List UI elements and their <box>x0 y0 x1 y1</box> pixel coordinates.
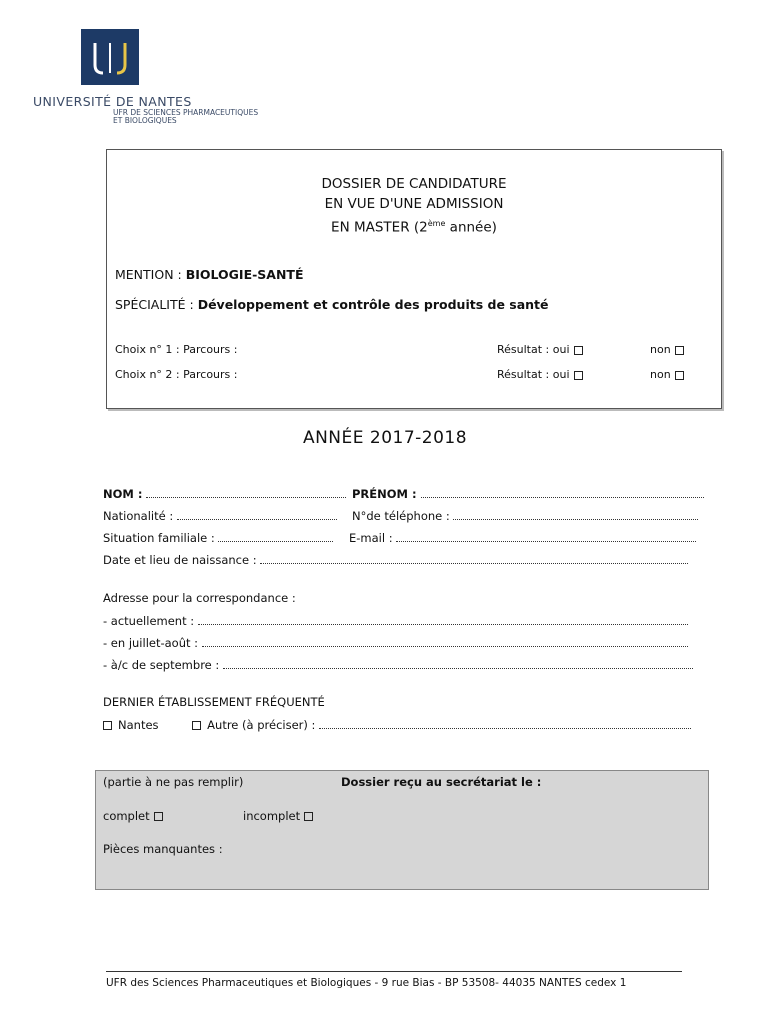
secretariat-recu: Dossier reçu au secrétariat le : <box>341 775 542 789</box>
academic-year: ANNÉE 2017-2018 <box>302 428 468 448</box>
choix-2-non <box>650 368 684 381</box>
incomplet-label: incomplet <box>243 809 301 823</box>
choix-1-oui-checkbox[interactable] <box>574 346 583 355</box>
actuellement-label: - actuellement : <box>103 614 198 628</box>
septembre-label: - à/c de septembre : <box>103 658 223 672</box>
etablissement-options <box>103 717 691 732</box>
choix-1-non <box>650 343 684 356</box>
application-header-box <box>106 149 722 409</box>
telephone-label: N°de téléphone : <box>352 509 454 523</box>
prenom-field[interactable] <box>352 486 704 501</box>
mention-label: MENTION : <box>115 267 186 282</box>
juillet-field[interactable] <box>103 635 688 650</box>
prenom-dots[interactable] <box>421 486 704 498</box>
autre-dots[interactable] <box>319 717 691 729</box>
secretariat-box <box>95 770 709 890</box>
etablissement-title: DERNIER ÉTABLISSEMENT FRÉQUENTÉ <box>103 695 325 709</box>
footer-divider <box>106 971 682 972</box>
title-line-3-post: année) <box>445 219 497 236</box>
autre-checkbox[interactable] <box>192 721 201 730</box>
actuellement-field[interactable] <box>103 613 688 628</box>
non-label: non <box>650 368 671 381</box>
choix-2-oui-checkbox[interactable] <box>574 371 583 380</box>
prenom-label: PRÉNOM : <box>352 487 421 501</box>
title-line-3-sup: ème <box>427 219 446 228</box>
nationalite-dots[interactable] <box>177 508 337 520</box>
complet-option <box>103 809 163 823</box>
situation-dots[interactable] <box>218 530 333 542</box>
incomplet-option <box>243 809 313 823</box>
nom-dots[interactable] <box>146 486 346 498</box>
nationalite-label: Nationalité : <box>103 509 177 523</box>
ufr-line-2: ET BIOLOGIQUES <box>113 116 177 125</box>
specialite-label: SPÉCIALITÉ : <box>115 297 198 312</box>
incomplet-checkbox[interactable] <box>304 812 313 821</box>
nom-label: NOM : <box>103 487 147 501</box>
choix-2-label: Choix n° 2 : Parcours : <box>115 368 238 381</box>
choix-1-resultat <box>497 343 583 356</box>
title-line-3 <box>107 214 721 238</box>
naissance-field[interactable] <box>103 552 688 567</box>
naissance-dots[interactable] <box>260 552 688 564</box>
email-label: E-mail : <box>349 531 397 545</box>
septembre-dots[interactable] <box>223 657 693 669</box>
dossier-title <box>107 174 721 238</box>
choix-2-resultat <box>497 368 583 381</box>
resultat-oui-label: Résultat : oui <box>497 343 570 356</box>
situation-field[interactable] <box>103 530 333 545</box>
ufr-line-1: UFR DE SCIENCES PHARMACEUTIQUES <box>113 108 259 117</box>
resultat-oui-label: Résultat : oui <box>497 368 570 381</box>
nantes-label: Nantes <box>118 718 159 732</box>
telephone-dots[interactable] <box>453 508 698 520</box>
actuellement-dots[interactable] <box>198 613 688 625</box>
choix-2-non-checkbox[interactable] <box>675 371 684 380</box>
septembre-field[interactable] <box>103 657 693 672</box>
university-name: UNIVERSITÉ DE NANTES <box>33 94 192 109</box>
pieces-manquantes: Pièces manquantes : <box>103 842 223 856</box>
title-line-2: EN VUE D'UNE ADMISSION <box>324 196 504 212</box>
naissance-label: Date et lieu de naissance : <box>103 553 261 567</box>
juillet-label: - en juillet-août : <box>103 636 202 650</box>
complet-checkbox[interactable] <box>154 812 163 821</box>
mention-value: BIOLOGIE-SANTÉ <box>185 267 304 282</box>
email-field[interactable] <box>349 530 696 545</box>
title-line-1: DOSSIER DE CANDIDATURE <box>321 176 507 192</box>
non-label: non <box>650 343 671 356</box>
secretariat-note: (partie à ne pas remplir) <box>103 775 244 789</box>
autre-label: Autre (à préciser) : <box>207 718 320 732</box>
logo-mark-icon <box>81 29 139 85</box>
specialite-line <box>115 297 549 312</box>
adresse-title: Adresse pour la correspondance : <box>103 591 296 605</box>
complet-label: complet <box>103 809 150 823</box>
choix-1-label: Choix n° 1 : Parcours : <box>115 343 238 356</box>
university-logo <box>81 29 139 85</box>
telephone-field[interactable] <box>352 508 698 523</box>
mention-line <box>115 267 304 282</box>
ufr-name <box>113 109 258 125</box>
juillet-dots[interactable] <box>202 635 688 647</box>
footer-address: UFR des Sciences Pharmaceutiques et Biologiques - 9 rue Bias - BP 53508- 44035 NANTES cedex 1 <box>106 977 627 989</box>
choix-1-non-checkbox[interactable] <box>675 346 684 355</box>
situation-label: Situation familiale : <box>103 531 219 545</box>
nantes-checkbox[interactable] <box>103 721 112 730</box>
nationalite-field[interactable] <box>103 508 337 523</box>
specialite-value: Développement et contrôle des produits de santé <box>197 297 549 312</box>
title-line-3-pre: EN MASTER (2 <box>331 219 428 236</box>
nom-field[interactable] <box>103 486 346 501</box>
email-dots[interactable] <box>396 530 696 542</box>
